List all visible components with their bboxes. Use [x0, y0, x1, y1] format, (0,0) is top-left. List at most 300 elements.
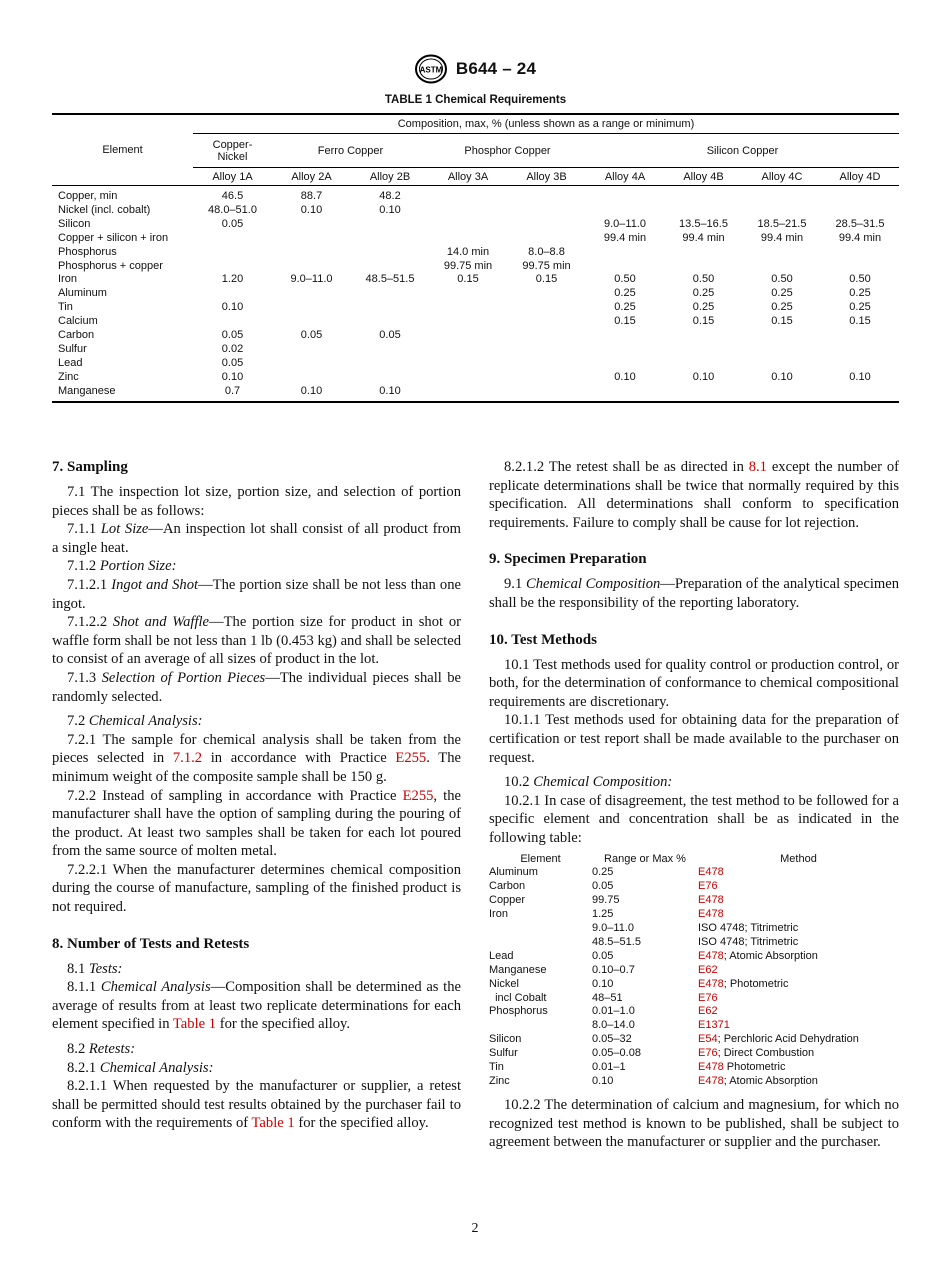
- element-cell: Sulfur: [58, 342, 87, 355]
- method-range-cell: 1.25: [592, 908, 614, 921]
- value-cell: [586, 357, 664, 371]
- value-cell: [351, 343, 429, 357]
- method-element-cell: Nickel: [489, 977, 519, 990]
- method-cell: [698, 894, 899, 908]
- method-link[interactable]: E478: [698, 1075, 724, 1087]
- method-element-cell: [489, 936, 592, 950]
- group-header-silicon-copper: Silicon Copper: [586, 134, 899, 168]
- table-row: [489, 1005, 899, 1019]
- element-cell: Copper, min: [58, 190, 118, 202]
- method-element-cell: Lead: [489, 949, 514, 962]
- element-cell: Phosphorus + copper: [58, 259, 163, 272]
- document-designation: B644 – 24: [455, 59, 537, 78]
- value-cell: 48.5–51.5: [365, 273, 415, 286]
- value-cell: [507, 385, 586, 402]
- value-cell: 0.15: [849, 315, 871, 328]
- value-cell: [507, 371, 586, 385]
- method-element-cell: Sulfur: [489, 1047, 518, 1060]
- test-methods-table: [489, 853, 899, 1089]
- table-row: [52, 385, 899, 402]
- method-cell: [698, 908, 899, 922]
- value-cell: 0.15: [457, 273, 479, 286]
- value-cell: [586, 186, 664, 204]
- method-range-cell: 0.10: [592, 1075, 614, 1087]
- para-7-2-2-1: 7.2.2.1 When the manufacturer determines chemical composition during the course of manufacture, sampling of the finished product is not required.: [52, 861, 461, 916]
- value-cell: [821, 343, 899, 357]
- value-cell: [507, 287, 586, 301]
- value-cell: 0.25: [614, 287, 636, 300]
- alloy-header: Alloy 4C: [743, 168, 821, 186]
- method-link[interactable]: E76: [698, 991, 718, 1004]
- method-range-cell: 0.01–1: [592, 1061, 626, 1074]
- value-cell: [351, 260, 429, 274]
- value-cell: [193, 287, 272, 301]
- link-table-1[interactable]: Table 1: [172, 1016, 217, 1033]
- value-cell: [272, 218, 351, 232]
- value-cell: [193, 315, 272, 329]
- value-cell: [351, 371, 429, 385]
- page-header: [0, 53, 950, 85]
- element-cell: Tin: [58, 301, 73, 314]
- element-cell: Nickel (incl. cobalt): [58, 203, 151, 216]
- value-cell: 0.10: [692, 370, 715, 383]
- value-cell: 0.25: [692, 301, 715, 314]
- chemical-requirements-table: [52, 113, 899, 403]
- value-cell: 0.10: [849, 370, 871, 383]
- method-range-cell: 0.10–0.7: [592, 963, 635, 976]
- value-cell: 0.15: [771, 315, 793, 328]
- value-cell: [664, 246, 743, 260]
- method-link[interactable]: E54: [698, 1033, 718, 1046]
- value-cell: 0.25: [692, 287, 715, 300]
- method-range-cell: 0.01–1.0: [592, 1005, 635, 1018]
- table-row: [489, 936, 899, 950]
- group-header-phosphor-copper: Phosphor Copper: [429, 134, 586, 168]
- para-9-1: 9.1 Chemical Composition—Preparation of the analytical specimen shall be the responsibility of the reporting laboratory.: [489, 576, 899, 611]
- value-cell: [743, 246, 821, 260]
- value-cell: [507, 232, 586, 246]
- value-cell: [429, 287, 507, 301]
- element-cell: Iron: [58, 273, 77, 286]
- method-element-cell: [489, 1019, 592, 1033]
- methods-table-body: [489, 866, 899, 1089]
- link-7-1-2[interactable]: 7.1.2: [172, 750, 203, 767]
- element-cell: Zinc: [58, 370, 79, 383]
- value-cell: 0.05: [221, 217, 244, 230]
- method-range-cell: 0.05–32: [592, 1033, 632, 1046]
- method-link[interactable]: E478: [698, 1061, 724, 1074]
- value-cell: [664, 357, 743, 371]
- value-cell: [507, 186, 586, 204]
- method-range-cell: 0.05: [592, 880, 614, 893]
- table-row: [489, 1075, 899, 1089]
- para-8-1-1: 8.1.1 Chemical Analysis—Composition shall be determined as the average of results from at least two replicate determinations for each element specified in Table 1 for the specified alloy.: [52, 979, 461, 1033]
- method-element-cell: Aluminum: [489, 866, 538, 879]
- value-cell: [821, 357, 899, 371]
- method-note: Photometric: [723, 1061, 786, 1074]
- value-cell: 0.25: [614, 301, 636, 314]
- value-cell: [351, 301, 429, 315]
- link-table-1[interactable]: Table 1: [251, 1115, 295, 1132]
- page-number: 2: [471, 1221, 479, 1236]
- value-cell: [743, 329, 821, 343]
- table-row: [52, 218, 899, 232]
- table-row: [489, 950, 899, 964]
- method-range-cell: 48–51: [592, 991, 623, 1004]
- element-cell: Lead: [58, 356, 83, 369]
- para-8-2-1-1: 8.2.1.1 When requested by the manufacturer or supplier, a retest shall be permitted should test results obtained by the purchaser fail to conform with the requirements of Table 1 for the specified alloy.: [52, 1078, 461, 1132]
- method-note: ISO 4748; Titrimetric: [698, 935, 799, 948]
- methods-header-method: Method: [780, 852, 817, 865]
- method-link[interactable]: E76: [698, 880, 718, 893]
- table-row: [489, 908, 899, 922]
- value-cell: 1.20: [221, 273, 244, 286]
- value-cell: 99.4 min: [760, 231, 804, 244]
- value-cell: 99.4 min: [838, 231, 882, 244]
- value-cell: [664, 385, 743, 402]
- method-element-cell: Carbon: [489, 880, 526, 893]
- table-row: [489, 978, 899, 992]
- alloy-header: Alloy 3A: [429, 168, 507, 186]
- value-cell: [351, 287, 429, 301]
- method-note: ISO 4748; Titrimetric: [698, 922, 799, 935]
- value-cell: [429, 232, 507, 246]
- value-cell: 0.25: [771, 287, 793, 300]
- value-cell: [507, 315, 586, 329]
- method-range-cell: 9.0–11.0: [592, 922, 635, 935]
- method-link[interactable]: E62: [698, 963, 718, 976]
- value-cell: [743, 385, 821, 402]
- value-cell: 0.10: [771, 370, 793, 383]
- method-link[interactable]: E1371: [698, 1019, 730, 1032]
- method-link[interactable]: E478: [698, 866, 724, 879]
- value-cell: [429, 371, 507, 385]
- para-7-2: 7.2 Chemical Analysis:: [67, 713, 203, 730]
- value-cell: [586, 246, 664, 260]
- value-cell: 0.10: [300, 203, 323, 216]
- table-row: [52, 357, 899, 371]
- value-cell: [272, 315, 351, 329]
- value-cell: [429, 315, 507, 329]
- value-cell: 0.10: [272, 385, 351, 402]
- value-cell: 28.5–31.5: [835, 217, 885, 230]
- table-row: [52, 343, 899, 357]
- method-element-cell: Manganese: [489, 963, 547, 976]
- table-row: [489, 880, 899, 894]
- method-note: ; Atomic Absorption: [723, 949, 818, 962]
- alloy-header: Alloy 4B: [664, 168, 743, 186]
- value-cell: [272, 260, 351, 274]
- section-heading-tests-retests: 8. Number of Tests and Retests: [52, 935, 250, 952]
- value-cell: [664, 329, 743, 343]
- table-row: [489, 1061, 899, 1075]
- value-cell: [821, 329, 899, 343]
- value-cell: [743, 357, 821, 371]
- value-cell: 0.10: [351, 385, 429, 402]
- value-cell: 99.75 min: [443, 259, 493, 272]
- method-note: ; Atomic Absorption: [723, 1075, 818, 1087]
- value-cell: [664, 343, 743, 357]
- value-cell: 0.05: [221, 329, 244, 342]
- left-column: [52, 458, 461, 1133]
- value-cell: [743, 186, 821, 204]
- para-8-2-1-2: 8.2.1.2 The retest shall be as directed in 8.1 except the number of replicate determinations shall be twice that normally required by this specification. All determinations shall conform to specification requirements. Failure to comply shall be cause for lot rejection.: [489, 459, 899, 531]
- para-7-2-2: 7.2.2 Instead of sampling in accordance with Practice E255, the manufacturer shall have the option of sampling during the pouring of the product. At least two samples shall be taken for each lot poured from the same source of molten metal.: [52, 787, 461, 860]
- value-cell: 9.0–11.0: [290, 273, 333, 286]
- table-row: [52, 273, 899, 287]
- method-element-cell: Phosphorus: [489, 1005, 548, 1018]
- table-row: [52, 301, 899, 315]
- table-row: [489, 922, 899, 936]
- value-cell: [429, 343, 507, 357]
- table-row: [489, 1019, 899, 1033]
- table1-title: TABLE 1 Chemical Requirements: [384, 94, 567, 106]
- value-cell: 99.4 min: [603, 231, 647, 244]
- method-cell: [698, 978, 899, 992]
- para-8-2: 8.2 Retests:: [67, 1041, 136, 1058]
- value-cell: 0.50: [771, 273, 793, 286]
- alloy-header: Alloy 3B: [507, 168, 586, 186]
- element-cell: Manganese: [52, 385, 193, 402]
- value-cell: [821, 186, 899, 204]
- element-cell: Phosphorus: [58, 245, 117, 258]
- element-cell: Aluminum: [58, 287, 107, 300]
- value-cell: 88.7: [300, 190, 323, 202]
- value-cell: [193, 246, 272, 260]
- table-row: [52, 315, 899, 329]
- value-cell: 99.75 min: [522, 259, 571, 272]
- method-note: ; Perchloric Acid Dehydration: [717, 1033, 859, 1046]
- table-row: [52, 232, 899, 246]
- value-cell: [743, 204, 821, 218]
- method-range-cell: 99.75: [592, 894, 620, 907]
- method-cell: [698, 1033, 899, 1047]
- para-10-2: 10.2 Chemical Composition:: [504, 774, 673, 791]
- value-cell: 0.10: [221, 301, 244, 314]
- value-cell: 0.10: [379, 203, 401, 216]
- alloy-header: Alloy 4D: [821, 168, 899, 186]
- method-range-cell: 0.25: [592, 866, 614, 879]
- method-range-cell: 0.05–0.08: [592, 1047, 641, 1060]
- value-cell: [507, 343, 586, 357]
- alloy-header: Alloy 4A: [586, 168, 664, 186]
- value-cell: [272, 371, 351, 385]
- section-heading-specimen-preparation: 9. Specimen Preparation: [489, 551, 647, 568]
- value-cell: [429, 301, 507, 315]
- table-row: [489, 894, 899, 908]
- para-7-1-2-2: 7.1.2.2 Shot and Waffle—The portion size for product in shot or waffle form shall be not less than 1 lb (0.453 kg) and shall be selected to consist of an average of all sizes of product in the lot.: [52, 614, 461, 668]
- value-cell: [351, 246, 429, 260]
- para-10-1: 10.1 Test methods used for quality control or production control, or both, for the determination of conformance to chemical compositional requirements are discretionary.: [489, 656, 899, 710]
- para-8-1: 8.1 Tests:: [67, 960, 123, 977]
- value-cell: [429, 329, 507, 343]
- value-cell: [507, 301, 586, 315]
- method-cell: [698, 1019, 899, 1033]
- right-column: [489, 458, 899, 1152]
- method-element-cell: Zinc: [489, 1075, 510, 1087]
- value-cell: 99.4 min: [682, 231, 725, 244]
- group-header-copper-nickel: Copper- Nickel: [193, 134, 272, 168]
- method-cell: [698, 866, 899, 880]
- value-cell: 8.0–8.8: [528, 245, 565, 258]
- value-cell: [272, 246, 351, 260]
- element-cell: Copper + silicon + iron: [58, 231, 169, 244]
- composition-header: Composition, max, % (unless shown as a range or minimum): [193, 114, 899, 134]
- value-cell: 18.5–21.5: [757, 217, 807, 230]
- method-link[interactable]: E76: [698, 1047, 718, 1060]
- alloy-header: Alloy 2B: [351, 168, 429, 186]
- method-element-cell: Silicon: [489, 1033, 522, 1046]
- value-cell: [664, 204, 743, 218]
- value-cell: 0.50: [614, 273, 636, 286]
- method-note: ; Direct Combustion: [717, 1047, 815, 1060]
- method-range-cell: 0.05: [592, 949, 614, 962]
- method-cell: [698, 936, 899, 950]
- value-cell: [743, 343, 821, 357]
- method-cell: [698, 950, 899, 964]
- astm-logo-icon: [414, 54, 448, 84]
- value-cell: [821, 385, 899, 402]
- value-cell: 0.05: [379, 329, 401, 342]
- logo-text: ASTM: [419, 65, 443, 75]
- table1-body: [52, 186, 899, 402]
- value-cell: [507, 357, 586, 371]
- para-10-1-1: 10.1.1 Test methods used for obtaining data for the preparation of certification or test report shall be made available to the purchaser on request.: [489, 712, 899, 766]
- value-cell: 0.25: [771, 301, 793, 314]
- value-cell: [193, 260, 272, 274]
- value-cell: 48.0–51.0: [208, 203, 257, 216]
- para-7-1-1: 7.1.1 Lot Size—An inspection lot shall consist of all product from a single heat.: [52, 521, 461, 556]
- alloy-header: Alloy 2A: [272, 168, 351, 186]
- value-cell: 13.5–16.5: [679, 217, 728, 230]
- value-cell: [272, 301, 351, 315]
- table-row: [489, 992, 899, 1006]
- para-7-1-2: 7.1.2 Portion Size:: [67, 558, 177, 575]
- value-cell: [507, 204, 586, 218]
- value-cell: [351, 218, 429, 232]
- value-cell: [821, 246, 899, 260]
- value-cell: 0.15: [614, 315, 636, 328]
- method-note: ; Photometric: [723, 977, 789, 990]
- value-cell: [429, 357, 507, 371]
- method-link[interactable]: E478: [698, 977, 724, 990]
- value-cell: [272, 343, 351, 357]
- method-cell: [698, 992, 899, 1006]
- link-8-1[interactable]: 8.1: [748, 459, 767, 475]
- value-cell: 0.25: [849, 301, 871, 314]
- value-cell: [429, 186, 507, 204]
- table-row: [52, 246, 899, 260]
- method-range-cell: 0.10: [592, 977, 614, 990]
- value-cell: [193, 232, 272, 246]
- value-cell: [507, 218, 586, 232]
- value-cell: [586, 343, 664, 357]
- value-cell: [586, 329, 664, 343]
- value-cell: [507, 329, 586, 343]
- table-row: [52, 371, 899, 385]
- method-cell: [698, 1061, 899, 1075]
- value-cell: 0.25: [849, 287, 871, 300]
- para-7-1-3: 7.1.3 Selection of Portion Pieces—The individual pieces shall be randomly selected.: [52, 669, 462, 705]
- value-cell: [821, 260, 899, 274]
- para-7-1: 7.1 The inspection lot size, portion size, and selection of portion pieces shall be as follows:: [52, 484, 461, 519]
- method-element-cell: Copper: [489, 894, 526, 907]
- value-cell: 46.5: [221, 190, 244, 202]
- method-cell: [698, 1075, 899, 1089]
- element-column-header: Element: [52, 114, 193, 186]
- value-cell: 0.50: [849, 273, 871, 286]
- value-cell: 0.02: [221, 342, 244, 355]
- section-heading-sampling: 7. Sampling: [52, 459, 128, 475]
- table-row: [52, 260, 899, 274]
- table-row: [489, 964, 899, 978]
- method-cell: [698, 964, 899, 978]
- value-cell: 0.05: [221, 356, 244, 369]
- method-link[interactable]: E478: [698, 908, 724, 921]
- para-7-1-2-1: 7.1.2.1 Ingot and Shot—The portion size shall be not less than one ingot.: [52, 576, 461, 612]
- link-e255[interactable]: E255: [402, 787, 434, 804]
- method-link[interactable]: E478: [698, 894, 724, 907]
- value-cell: [586, 260, 664, 274]
- method-link[interactable]: E62: [698, 1005, 718, 1018]
- method-link[interactable]: E478: [698, 949, 724, 962]
- value-cell: [272, 232, 351, 246]
- value-cell: 0.15: [535, 273, 558, 286]
- method-cell: [698, 880, 899, 894]
- method-element-cell: Tin: [489, 1061, 504, 1074]
- value-cell: [272, 287, 351, 301]
- table-row: [52, 329, 899, 343]
- table-row: [489, 1047, 899, 1061]
- value-cell: [586, 385, 664, 402]
- value-cell: [743, 260, 821, 274]
- element-cell: Silicon: [58, 217, 91, 230]
- para-7-2-1: 7.2.1 The sample for chemical analysis shall be taken from the pieces selected in 7.1.2 in accordance with Practice E255. The minimum weight of the composite sample shall be 150 g.: [52, 731, 461, 785]
- value-cell: [664, 186, 743, 204]
- methods-header-element: Element: [520, 852, 561, 865]
- method-range-cell: 48.5–51.5: [592, 935, 641, 948]
- value-cell: [664, 260, 743, 274]
- alloy-header: Alloy 1A: [193, 168, 272, 186]
- value-cell: [351, 357, 429, 371]
- value-cell: 0.15: [692, 315, 715, 328]
- method-element-cell: incl Cobalt: [489, 991, 547, 1004]
- value-cell: 0.10: [221, 370, 244, 383]
- method-cell: [698, 1047, 899, 1061]
- value-cell: 9.0–11.0: [603, 217, 646, 230]
- table-row: [52, 186, 899, 204]
- method-cell: [698, 922, 899, 936]
- value-cell: 48.2: [379, 190, 401, 202]
- methods-header-range: Range or Max %: [604, 852, 686, 865]
- value-cell: [272, 357, 351, 371]
- element-cell: Calcium: [58, 315, 98, 328]
- value-cell: 0.50: [692, 273, 715, 286]
- value-cell: [351, 232, 429, 246]
- para-10-2-2: 10.2.2 The determination of calcium and magnesium, for which no recognized test method is known to be published, shall be subject to agreement between the manufacturer or supplier and the purchaser.: [489, 1096, 899, 1151]
- group-header-ferro-copper: Ferro Copper: [272, 134, 429, 168]
- value-cell: 0.10: [614, 370, 636, 383]
- table-row: [52, 287, 899, 301]
- table-row: [489, 1033, 899, 1047]
- para-10-2-1: 10.2.1 In case of disagreement, the test method to be followed for a specific element and concentration shall be as indicated in the following table:: [489, 792, 899, 846]
- link-e255[interactable]: E255: [395, 750, 427, 767]
- method-element-cell: [489, 922, 592, 936]
- method-range-cell: 8.0–14.0: [592, 1019, 635, 1032]
- table-row: [489, 866, 899, 880]
- element-cell: Carbon: [58, 329, 95, 342]
- value-cell: [429, 218, 507, 232]
